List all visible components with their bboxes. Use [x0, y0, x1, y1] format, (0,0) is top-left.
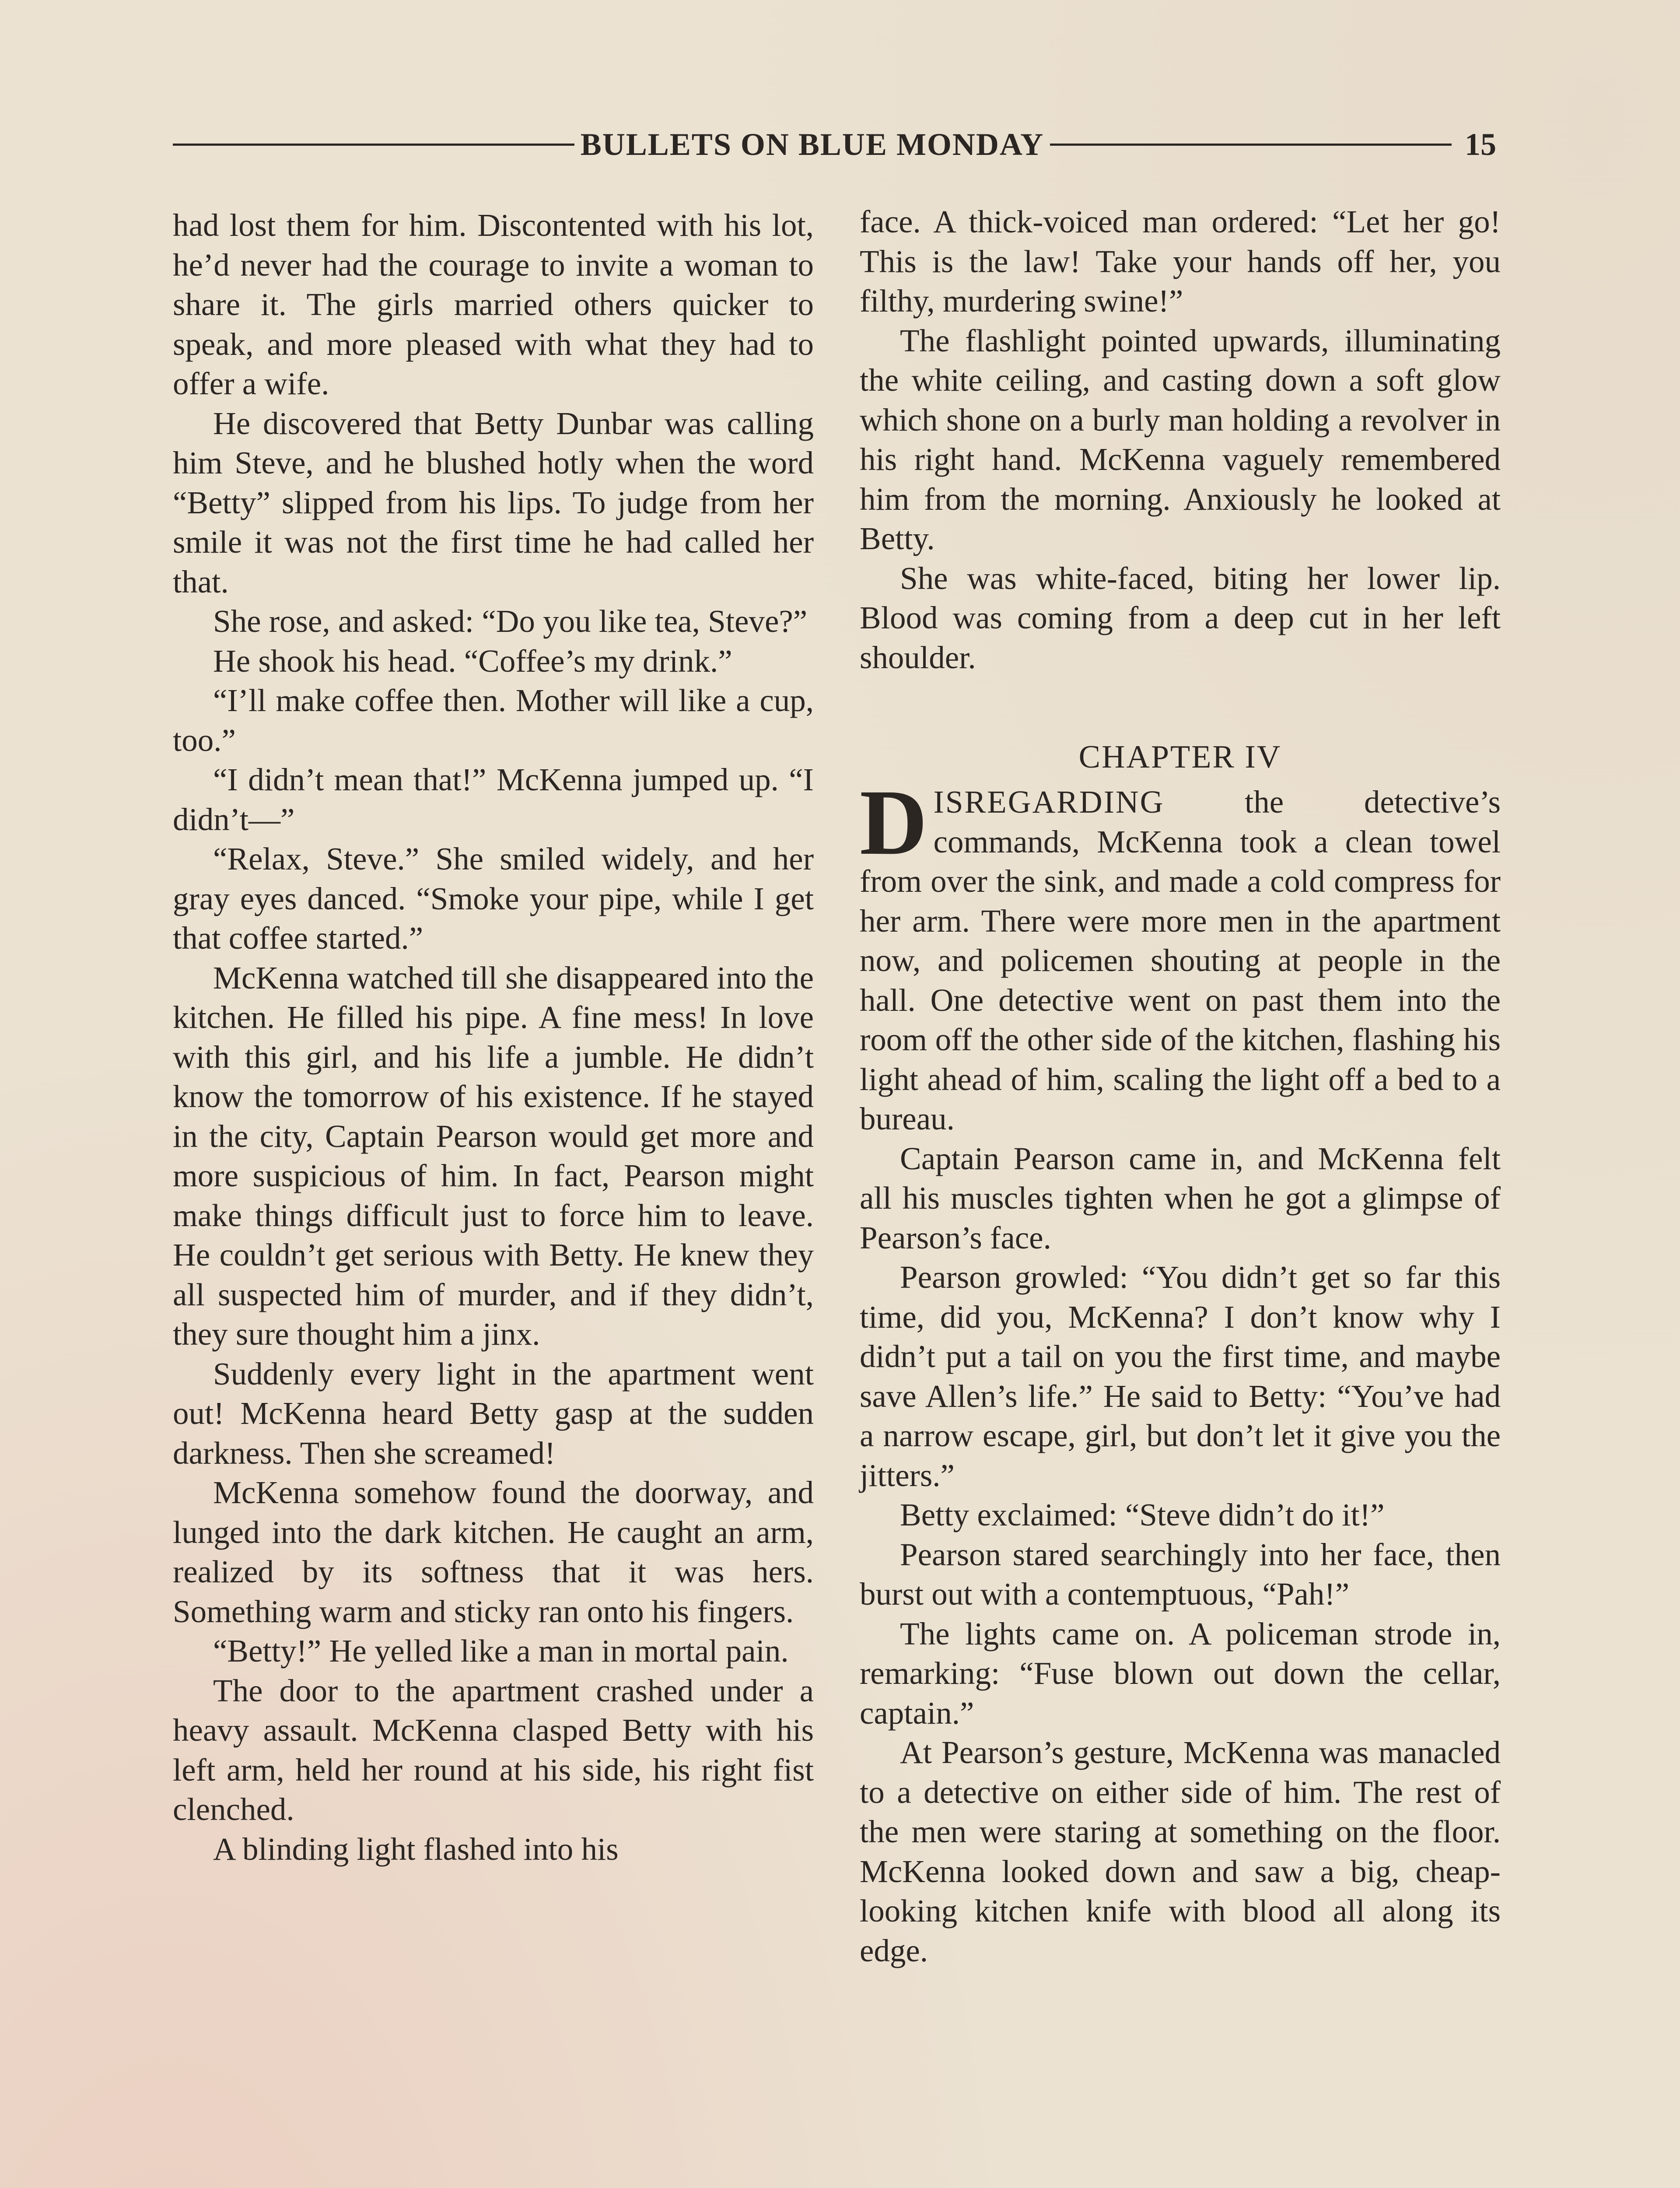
running-head: [173, 125, 1496, 164]
paragraph: had lost them for him. Discontented with his lot, he’d never had the courage to invite a woman to share it. The girls married others quicker to speak, and more pleased with what they had to offer a wife.: [173, 207, 814, 401]
paragraph: The flashlight pointed upwards, illuminating the white ceiling, and casting down a soft glow which shone on a burly man holding a revolver in his right hand. McKenna vaguely remembered him from the morning. Anxiously he looked at Betty.: [860, 323, 1501, 556]
paragraph: The lights came on. A policeman strode in, remarking: “Fuse blown out down the cellar, captain.”: [860, 1616, 1501, 1731]
paragraph: face. A thick-voiced man ordered: “Let her go! This is the law! Take your hands off her, you filthy, murdering swine!”: [860, 204, 1501, 319]
chapter-lead-caps: ISREGARDING: [933, 784, 1165, 820]
right-column: [860, 202, 1501, 1971]
paragraph: At Pearson’s gesture, McKenna was manacled to a detective on either side of him. The rest of the men were staring at something on the floor. McKenna looked down and saw a big, cheap-looking kitchen knife with blood all along its edge.: [860, 1735, 1501, 1968]
page-number: 15: [1465, 126, 1496, 162]
paragraph: Captain Pearson came in, and McKenna felt all his muscles tighten when he got a glimpse of Pearson’s face.: [860, 1140, 1501, 1255]
story-title: BULLETS ON BLUE MONDAY: [580, 126, 1044, 162]
paragraph: Pearson stared searchingly into her face, then burst out with a contemptuous, “Pah!”: [860, 1536, 1501, 1612]
header-rule-right: [1050, 144, 1452, 146]
right-column-opening: [860, 202, 1501, 677]
right-column-continuation: [860, 1139, 1501, 1971]
paragraph: “I didn’t mean that!” McKenna jumped up. “I didn’t—”: [173, 762, 814, 837]
paragraph: She rose, and asked: “Do you like tea, Steve?”: [213, 603, 808, 639]
paragraph: The door to the apartment crashed under a heavy assault. McKenna clasped Betty with his left arm, held her round at his side, his right fist clenched.: [173, 1673, 814, 1827]
header-rule-left: [173, 144, 574, 146]
left-column: [173, 206, 814, 1869]
paragraph: He discovered that Betty Dunbar was calling him Steve, and he blushed hotly when the word “Betty” slipped from his lips. To judge from her smile it was not the first time he had called her that.: [173, 405, 814, 600]
paragraph: McKenna watched till she disappeared into the kitchen. He filled his pipe. A fine mess! In love with this girl, and his life a jumble. He didn’t know the tomorrow of his existence. If he stayed in the city, Captain Pearson would get more and more suspicious of him. In fact, Pearson might make things difficult just to force him to leave. He couldn’t get serious with Betty. He knew they all suspected him of murder, and if they didn’t, they sure thought him a jinx.: [173, 960, 814, 1352]
chapter-first-paragraph: [860, 771, 1501, 1139]
paragraph: A blinding light flashed into his: [213, 1831, 619, 1867]
chapter-first-paragraph-text: the detective’s commands, McKenna took a clean towel from over the sink, and made a cold compress for her arm. There were more men in the apartment now, and policemen shouting at people in the hall. One detective went on past them into the room off the other side of the kitchen, flashing his light ahead of him, scaling the light off a bed to a bureau.: [860, 784, 1501, 1136]
paragraph: “Betty!” He yelled like a man in mortal pain.: [213, 1633, 789, 1669]
paragraph: McKenna somehow found the doorway, and lunged into the dark kitchen. He caught an arm, realized by its softness that it was hers. Something warm and sticky ran onto his fingers.: [173, 1475, 814, 1629]
drop-cap: D: [860, 771, 928, 874]
paragraph: He shook his head. “Coffee’s my drink.”: [213, 643, 732, 679]
paragraph: Betty exclaimed: “Steve didn’t do it!”: [900, 1497, 1385, 1532]
chapter-heading: CHAPTER IV: [1078, 739, 1282, 775]
paragraph: “I’ll make coffee then. Mother will like a cup, too.”: [173, 683, 814, 758]
paragraph: “Relax, Steve.” She smiled widely, and her gray eyes danced. “Smoke your pipe, while I get that coffee started.”: [173, 841, 814, 956]
paragraph: She was white-faced, biting her lower lip. Blood was coming from a deep cut in her left shoulder.: [860, 560, 1501, 675]
paragraph: Suddenly every light in the apartment went out! McKenna heard Betty gasp at the sudden darkness. Then she screamed!: [173, 1356, 814, 1471]
paragraph: Pearson growled: “You didn’t get so far this time, did you, McKenna? I don’t know why I didn’t put a tail on you the first time, and maybe save Allen’s life.” He said to Betty: “You’ve had a narrow escape, girl, but don’t let it give you the jitters.”: [860, 1259, 1501, 1493]
